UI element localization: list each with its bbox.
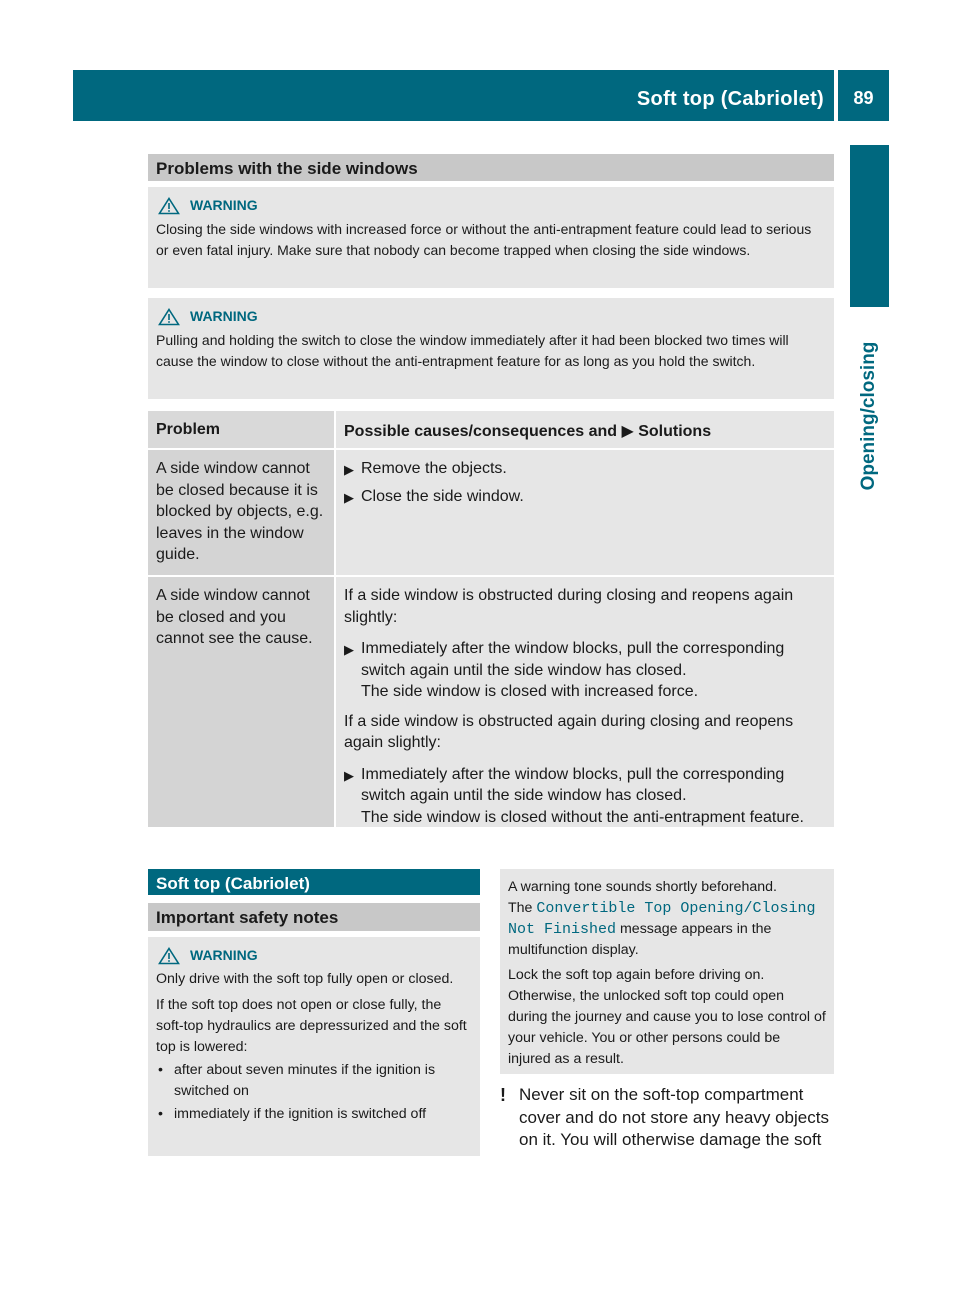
continued-text: A warning tone sounds shortly beforehand. bbox=[508, 879, 777, 895]
step-result: The side window is closed without the anti-entrapment feature. bbox=[361, 808, 804, 826]
bullet-icon: • bbox=[158, 1062, 163, 1078]
solution-intro: If a side window is obstructed during closing and reopens again slightly: bbox=[344, 587, 794, 626]
warning-text: If the soft top does not open or close fully, the soft-top hydraulics are depressurized and the soft top is lowered: bbox=[156, 997, 467, 1055]
table-row bbox=[148, 577, 834, 827]
step-arrow-icon: ▶ bbox=[344, 462, 354, 477]
continued-text: The bbox=[508, 900, 533, 916]
note bbox=[500, 1084, 830, 1152]
warning-heading-label: WARNING bbox=[190, 947, 258, 963]
table-header-row bbox=[148, 411, 834, 448]
solution-step bbox=[344, 486, 826, 509]
solution-step bbox=[344, 458, 826, 481]
side-tab-label: Opening/closing bbox=[858, 341, 879, 491]
header-title: Soft top (Cabriolet) bbox=[636, 88, 824, 110]
warning-box-soft-top bbox=[148, 937, 480, 1156]
step-arrow-icon: ▶ bbox=[344, 767, 354, 783]
problem-solutions-table bbox=[148, 411, 834, 827]
warning-heading-label: WARNING bbox=[190, 308, 258, 324]
step-arrow-icon: ▶ bbox=[344, 489, 354, 505]
header-bar bbox=[73, 70, 834, 121]
solutions-cell bbox=[336, 577, 834, 827]
step-arrow-icon: ▶ bbox=[344, 642, 354, 657]
warning-heading bbox=[156, 195, 826, 216]
warning-text: Pulling and holding the switch to close the window immediately after it had been blocked two times will cause the window to close without the anti-entrapment feature for as long as you hold the switch. bbox=[156, 332, 789, 369]
step-body bbox=[361, 764, 826, 829]
side-tab bbox=[850, 311, 889, 521]
note-mark-icon: ! bbox=[500, 1085, 506, 1105]
table-row bbox=[148, 450, 834, 575]
warning-text: Closing the side windows with increased force or without the anti-entrapment feature could lead to serious or even fatal injury. Make sure that nobody can become trapped when closing the side windows. bbox=[156, 221, 812, 258]
warning-box-continued bbox=[500, 869, 834, 1074]
step-text: Remove the objects. bbox=[361, 460, 507, 477]
subsection-title-safety-notes: Important safety notes bbox=[148, 903, 480, 931]
list-item-text: after about seven minutes if the ignition is switched on bbox=[174, 1062, 436, 1099]
step-result: The side window is closed with increased force. bbox=[361, 683, 699, 700]
solution-step bbox=[344, 638, 826, 703]
list-item-text: immediately if the ignition is switched off bbox=[174, 1106, 427, 1122]
section-title-soft-top: Soft top (Cabriolet) bbox=[148, 869, 480, 895]
column-header-problem: Problem bbox=[148, 411, 334, 448]
display-message: Convertible Top Opening/Closing Not Finished bbox=[508, 900, 816, 938]
warning-box-1 bbox=[148, 187, 834, 288]
step-text: Immediately after the window blocks, pull the corresponding switch again until the side window has closed. bbox=[361, 640, 785, 679]
solution-intro: If a side window is obstructed again during closing and reopens again slightly: bbox=[344, 712, 794, 751]
problem-cell: A side window cannot be closed and you cannot see the cause. bbox=[148, 577, 334, 827]
list-item bbox=[156, 1060, 472, 1102]
note-text: Never sit on the soft-top compartment cover and do not store any heavy objects on it. You will otherwise damage the soft bbox=[519, 1085, 829, 1149]
step-body bbox=[361, 638, 826, 703]
step-text: Immediately after the window blocks, pull the corresponding switch again until the side window has closed. bbox=[361, 765, 785, 804]
solutions-cell bbox=[336, 450, 834, 575]
warning-triangle-icon bbox=[158, 947, 180, 965]
warning-heading bbox=[156, 306, 826, 327]
warning-triangle-icon bbox=[158, 197, 180, 215]
continued-text: Lock the soft top again before driving on. Otherwise, the unlocked soft top could open during the journey and cause you to lose control of your vehicle. You or other persons could be injured as a result. bbox=[508, 967, 826, 1067]
warning-box-2 bbox=[148, 298, 834, 399]
warning-heading bbox=[156, 945, 472, 966]
continued-message-paragraph bbox=[508, 898, 826, 961]
page-number: 89 bbox=[838, 70, 889, 121]
problem-cell: A side window cannot be closed because it is blocked by objects, e.g. leaves in the window guide. bbox=[148, 450, 334, 575]
warning-text: Only drive with the soft top fully open or closed. bbox=[156, 971, 454, 987]
continued-text: message appears in the multifunction display. bbox=[508, 921, 772, 958]
column-header-solutions: Possible causes/consequences and ▶ Solutions bbox=[336, 411, 834, 448]
warning-heading-label: WARNING bbox=[190, 197, 258, 213]
side-tab-block bbox=[850, 145, 889, 307]
list-item bbox=[156, 1104, 472, 1125]
solution-step bbox=[344, 764, 826, 829]
bullet-icon: • bbox=[158, 1106, 163, 1122]
step-text: Close the side window. bbox=[361, 487, 524, 505]
warning-triangle-icon bbox=[158, 308, 180, 326]
section-title-side-windows: Problems with the side windows bbox=[148, 154, 834, 181]
